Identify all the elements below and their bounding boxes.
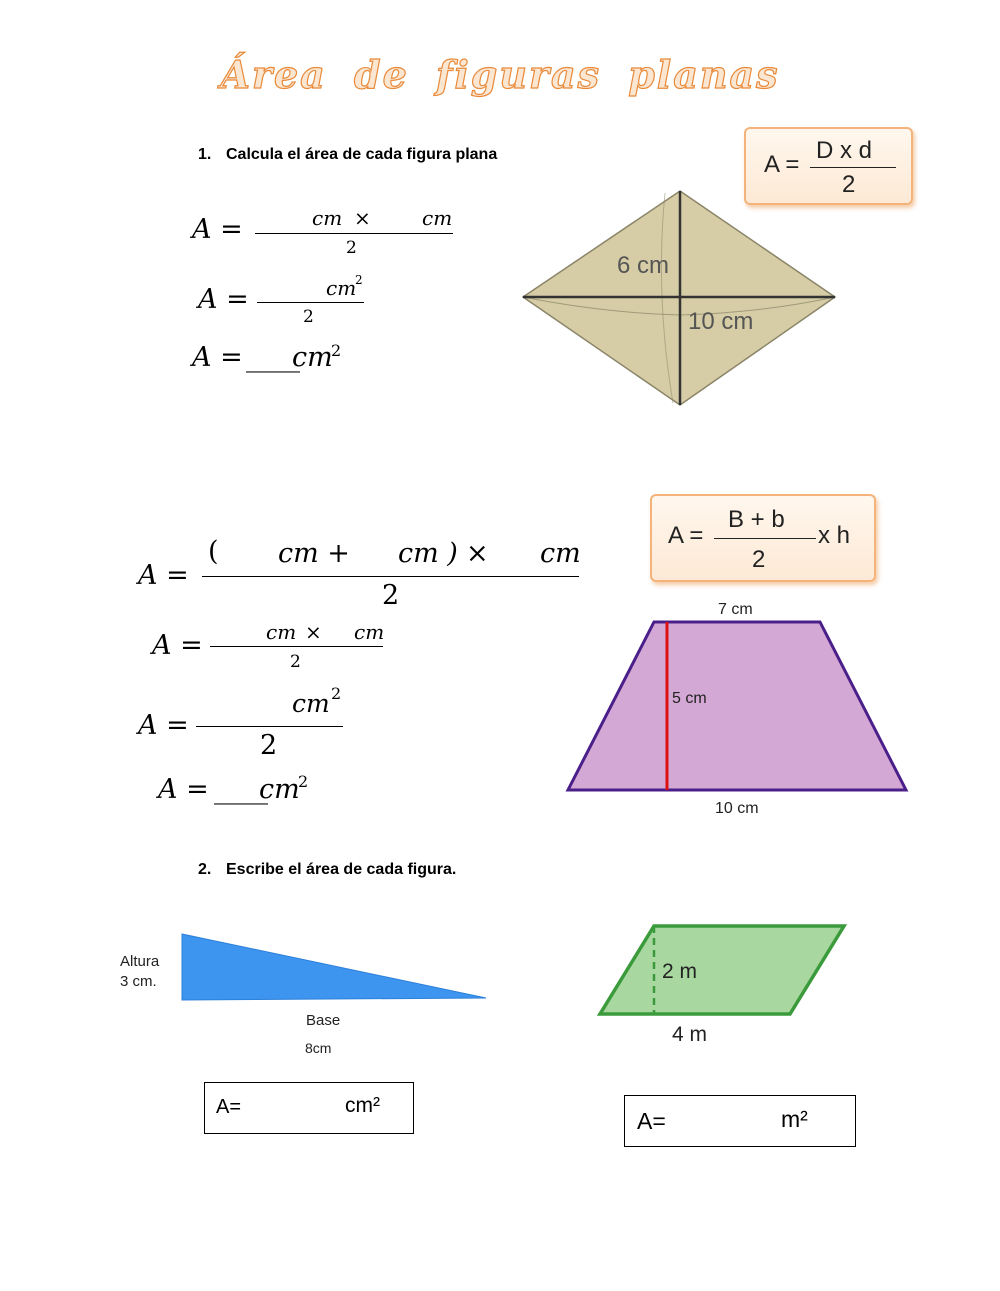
trapezoid-formula-box [650,494,876,582]
trapezoid-shape [568,622,906,790]
trapezoid-step1-op: × [466,538,489,569]
triangle-height-word: Altura [120,953,160,970]
rhombus-step2-lhs: A = [198,284,249,315]
trapezoid-formula-bar [714,538,816,539]
page-title: Área de figuras planas [220,52,780,97]
rhombus-formula-lhs: A = [764,151,800,178]
trapezoid-formula-lhs: A = [668,522,704,549]
rhombus-step3-sup: 2 [331,341,342,360]
rhombus-formula-numerator: D x d [816,137,873,164]
trapezoid-step1-bar [202,576,579,577]
parallelogram-shape [600,926,844,1014]
rhombus-step2-sup: 2 [355,273,363,287]
triangle-answer-box[interactable] [204,1082,414,1134]
trapezoid-step3-lhs: A = [138,710,189,741]
trapezoid-step2-num-b: cm [354,620,385,644]
triangle-shape [182,934,486,1000]
trapezoid-step4-lhs: A = [158,774,209,805]
rhombus-step1-op: × [354,206,371,230]
trapezoid-label-bottom: 10 cm [715,800,759,817]
trapezoid-step1-open: ( [208,536,219,567]
rhombus-step1-bar [255,233,453,234]
trapezoid-step2-lhs: A = [152,630,203,661]
trapezoid-step4-unit: cm [259,774,300,805]
trapezoid-label-top: 7 cm [718,601,753,618]
trapezoid-formula-tail: x h [818,522,851,549]
trapezoid-step3-sup: 2 [331,684,342,703]
triangle-answer-prefix: A= [216,1096,242,1118]
trapezoid-label-height: 5 cm [672,690,707,707]
trapezoid-formula-denominator: 2 [752,546,766,573]
parallelogram-answer-prefix: A= [637,1108,666,1134]
rhombus-step3-unit: cm [292,342,333,373]
triangle-answer-unit: cm² [345,1094,380,1117]
triangle-base-value: 8cm [305,1040,332,1056]
trapezoid-step4-sup: 2 [298,772,309,791]
trapezoid-step1-den: 2 [382,580,400,611]
parallelogram-figure [592,918,854,1048]
parallelogram-label-height: 2 m [662,960,698,983]
rhombus-step2-bar [257,302,364,303]
trapezoid-figure [560,596,920,822]
trapezoid-step4-blank[interactable]: ____ [214,774,268,805]
trapezoid-step1-b: cm ) [398,538,458,569]
rhombus-step1-lhs: A = [192,214,243,245]
question-1 [198,146,497,164]
triangle-base-label: Base [306,1012,341,1029]
trapezoid-step2-bar [210,646,383,647]
question-1-number: 1. [198,146,212,163]
trapezoid-step3-den: 2 [260,730,278,761]
trapezoid-step1-a: cm + [278,538,350,569]
triangle-height-label [120,952,159,992]
rhombus-step2-num: cm [326,276,357,300]
question-1-text: Calcula el área de cada figura plana [226,146,498,163]
trapezoid-step1-lhs: A = [138,560,189,591]
triangle-figure [176,928,496,1008]
rhombus-step1-num-b: cm [422,206,453,230]
question-2 [198,861,456,879]
rhombus-step3-blank[interactable]: ____ [246,342,300,373]
rhombus-label-large-diagonal: 10 cm [688,308,754,335]
question-2-number: 2. [198,861,212,878]
parallelogram-answer-box[interactable] [624,1095,856,1147]
rhombus-formula-denominator: 2 [842,171,856,198]
parallelogram-label-base: 4 m [672,1023,708,1046]
parallelogram-answer-unit: m² [781,1106,808,1132]
rhombus-step3-lhs: A = [192,342,243,373]
trapezoid-formula-numerator: B + b [728,506,785,533]
trapezoid-step2-num-a: cm [266,620,297,644]
trapezoid-step3-num: cm [292,689,330,718]
trapezoid-step1-c: cm [540,538,581,569]
rhombus-label-small-diagonal: 6 cm [617,252,670,279]
trapezoid-step2-op: × [305,620,322,644]
rhombus-step1-den: 2 [346,238,357,258]
trapezoid-step2-den: 2 [290,652,301,672]
triangle-height-value: 3 cm. [120,973,157,990]
question-2-text: Escribe el área de cada figura. [226,861,457,878]
trapezoid-step3-bar [196,726,343,727]
rhombus-formula-bar [810,167,896,168]
rhombus-figure [515,185,845,415]
rhombus-step2-den: 2 [303,307,314,327]
rhombus-step1-num-a: cm [312,206,343,230]
